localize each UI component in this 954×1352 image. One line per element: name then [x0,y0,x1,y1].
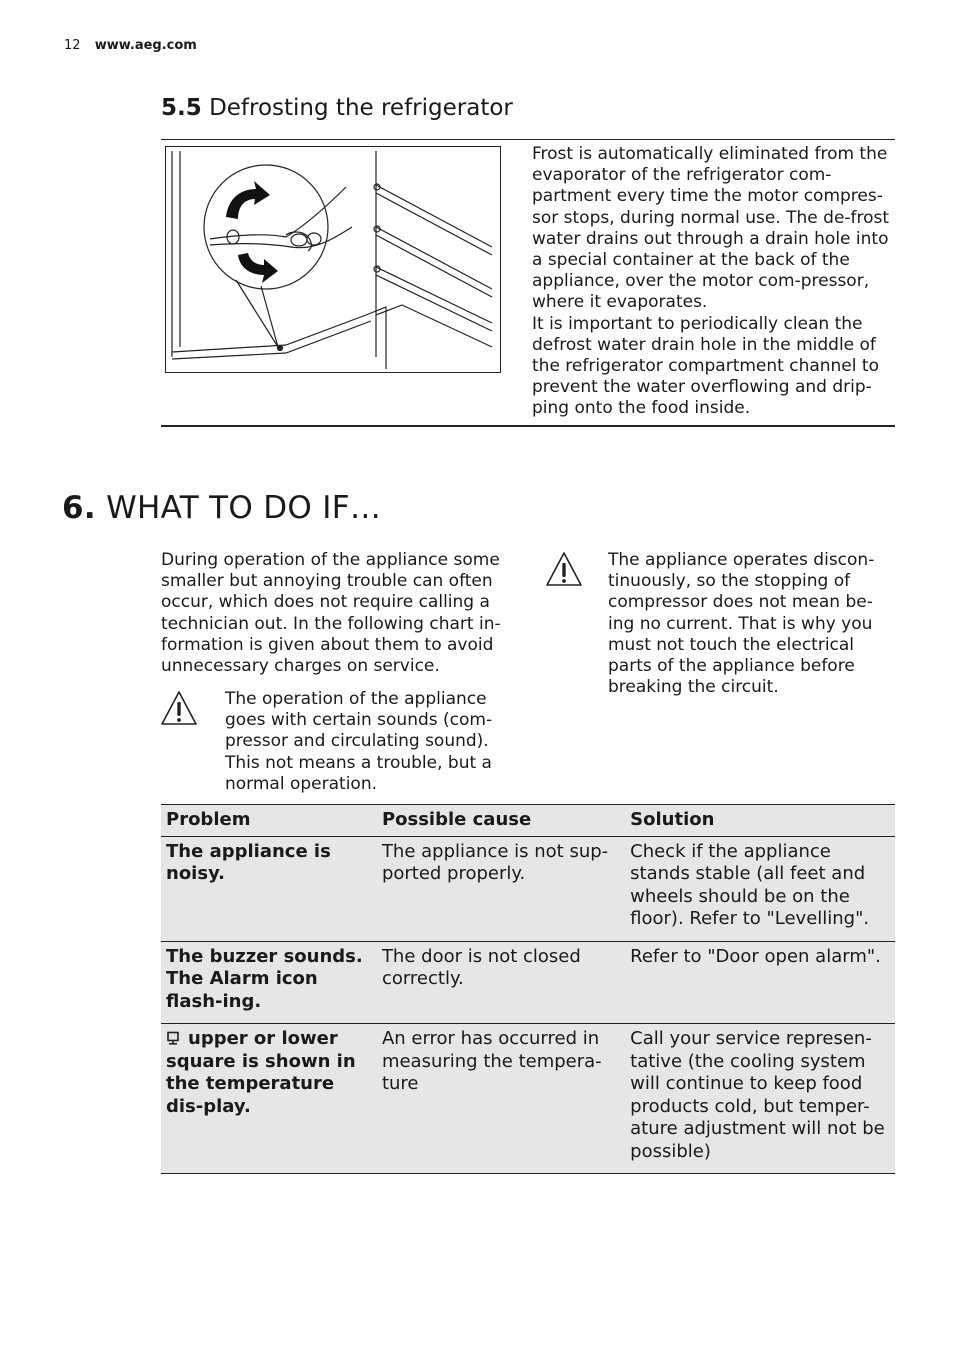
cause-cell: The door is not closed correctly. [377,941,625,1024]
warning-left-text: The operation of the appliance goes with certain sounds (com-pressor and circulating sound). This not means a trouble, but a normal operation. [225,689,493,794]
warning-sounds-text [225,689,510,795]
website-url: www.aeg.com [94,38,197,53]
problem-text: upper or lower square is shown in the temperature dis-play. [166,1028,356,1117]
table-row [161,836,895,941]
warning-icon [160,690,198,726]
warning-icon [545,551,583,587]
table-row [161,941,895,1024]
solution-cell: Refer to "Door open alarm". [625,941,895,1024]
section-title [161,95,513,121]
defrost-illustration [165,146,501,373]
header-problem: Problem [161,805,377,837]
problem-cell [161,1024,377,1174]
problem-cell: The appliance is noisy. [161,836,377,941]
troubleshooting-table [161,804,895,1174]
warning-current-text [608,550,893,698]
cause-cell: The appliance is not sup-ported properly. [377,836,625,941]
page-header [64,38,197,53]
solution-cell: Call your service represen-tative (the cooling system will continue to keep food products cold, but temper-ature adjustment will not be possible) [625,1024,895,1174]
header-cause: Possible cause [377,805,625,837]
fridge-interior-drawing [166,147,500,372]
solution-cell: Check if the appliance stands stable (all feet and wheels should be on the floor). Refer to "Levelling". [625,836,895,941]
warning-right-text: The appliance operates discon-tinuously, so the stopping of compressor does not mean be-ing no current. That is why you must not touch the electrical parts of the appliance before breaking the circuit. [608,550,875,698]
defrost-description [532,144,894,420]
header-solution: Solution [625,805,895,837]
section-bottom-rule [161,425,895,427]
intro-text: During operation of the appliance some smaller but annoying trouble can often occur, which does not require calling a technician out. In the following chart in-formation is given about them to avoid unnecessary charges on service. [161,550,501,677]
page-number: 12 [64,38,81,53]
chapter-intro [161,550,511,677]
section-title-text: Defrosting the refrigerator [209,95,513,121]
table-header-row [161,805,895,837]
table-row [161,1024,895,1174]
defrost-paragraph-1: Frost is automatically eliminated from the evaporator of the refrigerator com-partment every time the motor compres-sor stops, during normal use. The de-frost water drains out through a drain hole into a special container at the back of the appliance, over the motor com-pressor, where it evaporates. [532,144,890,313]
defrost-paragraph-2: It is important to periodically clean the defrost water drain hole in the middle of the refrigerator compartment channel to prevent the water overflowing and drip-ping onto the food inside. [532,313,879,419]
chapter-number: 6. [62,490,96,526]
temperature-square-icon [166,1031,180,1045]
chapter-title-text: WHAT TO DO IF… [106,490,382,526]
cause-cell: An error has occurred in measuring the tempera-ture [377,1024,625,1174]
problem-cell: The buzzer sounds. The Alarm icon flash-ing. [161,941,377,1024]
chapter-title [62,490,381,526]
section-top-rule [161,139,895,140]
section-number: 5.5 [161,95,202,121]
